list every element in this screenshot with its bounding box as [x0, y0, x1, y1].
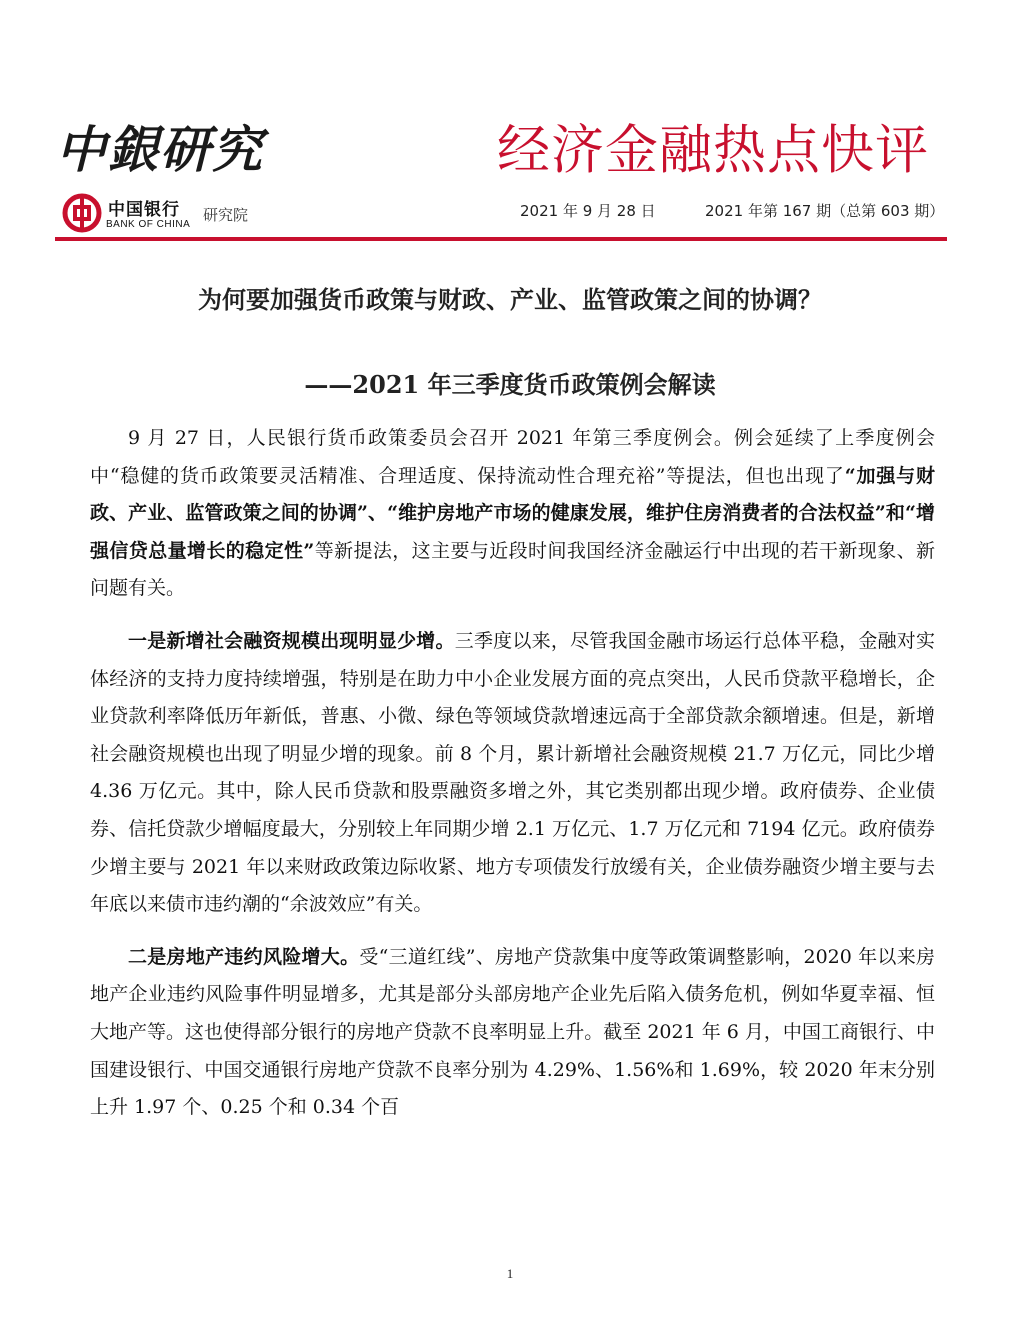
- paragraph-lead: 二是房地产违约风险增大。: [128, 945, 360, 968]
- paragraph-text: 9 月 27 日，人民银行货币政策委员会召开 2021 年第三季度例会。例会延续了上季度例会中“稳健的货币政策要灵活精准、合理适度、保持流动性合理充裕”等提法，但也出现了: [90, 427, 935, 487]
- paragraph-point-one: [90, 623, 935, 924]
- bank-name-cn: 中国银行: [108, 200, 180, 220]
- paragraph-intro: [90, 420, 935, 608]
- article-body: [90, 420, 935, 1142]
- institute-label: 研究院: [203, 206, 249, 224]
- issue-number: 2021 年第 167 期（总第 603 期）: [705, 202, 945, 220]
- article-title: 为何要加强货币政策与财政、产业、监管政策之间的协调？: [198, 285, 822, 314]
- paragraph-text: 等新提法，这主要与近段时间我国经济金融运行中出现的若干新现象、新问题有关。: [90, 539, 935, 600]
- page-number: 1: [506, 1266, 514, 1281]
- bank-of-china-logo-icon: [62, 193, 102, 233]
- bank-name-en: BANK OF CHINA: [106, 219, 191, 230]
- paragraph-lead: 一是新增社会融资规模出现明显少增。: [128, 629, 455, 652]
- report-series-title: 经济金融热点快评: [497, 120, 929, 181]
- article-subtitle: ——2021 年三季度货币政策例会解读: [304, 370, 716, 399]
- publish-date: 2021 年 9 月 28 日: [520, 202, 656, 220]
- calligraphy-logo: 中銀研究: [56, 120, 264, 179]
- paragraph-emphasis: “加强与财政、产业、监管政策之间的协调”、“维护房地产市场的健康发展，维护住房消费者的合法权益”和“增强信贷总量增长的稳定性”: [90, 464, 935, 562]
- header-divider: [55, 237, 947, 241]
- paragraph-text: 受“三道红线”、房地产贷款集中度等政策调整影响，2020 年以来房地产企业违约风险事件明显增多，尤其是部分头部房地产企业先后陷入债务危机，例如华夏幸福、恒大地产等。这也使得部分银行的房地产贷款不良率明显上升。截至 2021 年 6 月，中国工商银行、中国建设银行、中国交通银行房地产贷款不良率分别为 4.29%、1.56%和 1.69%，较 2020 年末分别上升 1.97 个、0.25 个和 0.34 个百: [90, 945, 935, 1119]
- paragraph-point-two: [90, 939, 935, 1127]
- report-header: [0, 0, 1020, 250]
- paragraph-text: 三季度以来，尽管我国金融市场运行总体平稳，金融对实体经济的支持力度持续增强，特别是在助力中小企业发展方面的亮点突出，人民币贷款平稳增长，企业贷款利率降低历年新低，普惠、小微、绿色等领域贷款增速远高于全部贷款余额增速。但是，新增社会融资规模也出现了明显少增的现象。前 8 个月，累计新增社会融资规模 21.7 万亿元，同比少增 4.36 万亿元。其中，除人民币贷款和股票融资多增之外，其它类别都出现少增。政府债券、企业债券、信托贷款少增幅度最大，分别较上年同期少增 2.1 万亿元、1.7 万亿元和 7194 亿元。政府债券少增主要与 2021 年以来财政政策边际收紧、地方专项债发行放缓有关，企业债券融资少增主要与去年底以来债市违约潮的“余波效应”有关。: [90, 629, 935, 916]
